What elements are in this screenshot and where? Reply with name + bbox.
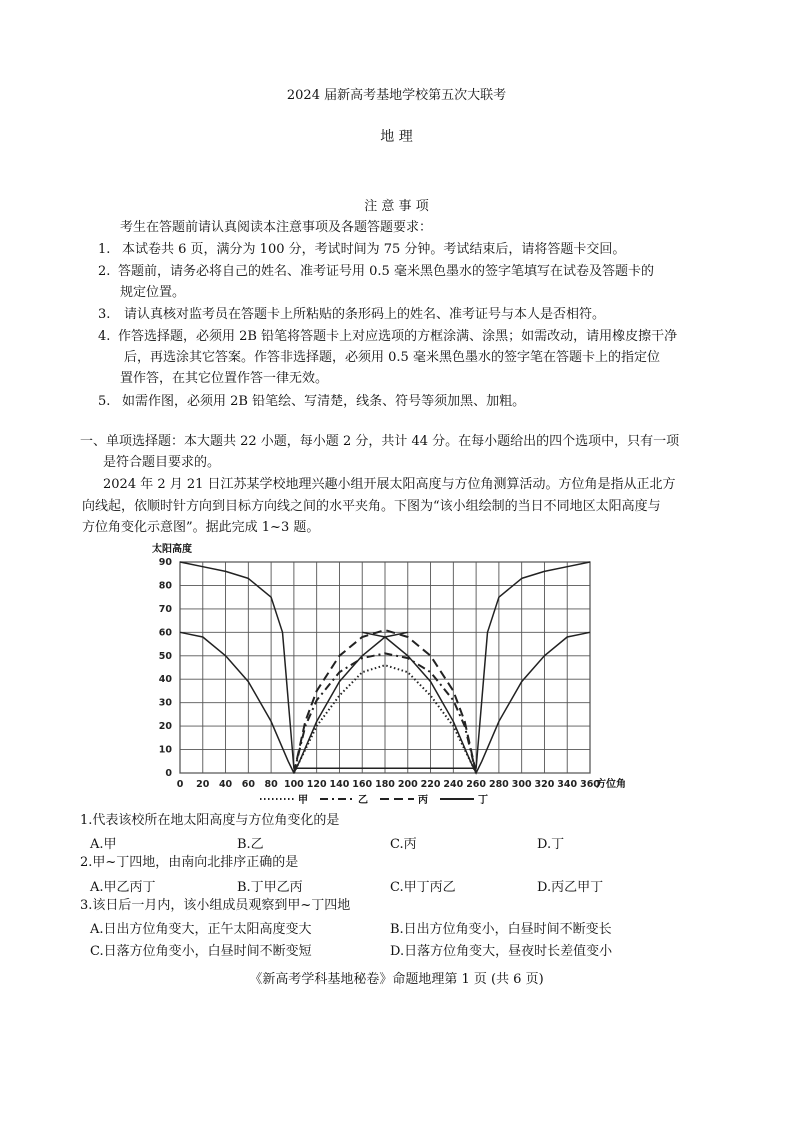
y-tick-label-10: 10 [158, 744, 172, 756]
y-tick-label-60: 60 [158, 627, 172, 639]
notice-item-2-line-2: 规定位置。 [120, 285, 186, 300]
legend-label-甲: 甲 [298, 795, 308, 806]
stem-line-3: 方位角变化示意图”。据此完成 1~3 题。 [82, 520, 320, 535]
x-tick-label-220: 220 [420, 779, 441, 790]
notice-item-4-line-3: 置作答，在其它位置作答一律无效。 [120, 371, 329, 386]
notice-item-2-num: 2. [98, 264, 111, 279]
y-tick-label-0: 0 [165, 768, 172, 779]
y-tick-label-20: 20 [158, 721, 172, 733]
x-tick-label-280: 280 [488, 779, 509, 790]
legend-label-乙: 乙 [358, 795, 368, 806]
x-tick-label-360: 360 [580, 779, 600, 790]
sun-altitude-azimuth-chart [140, 540, 640, 808]
notice-item-1-num: 1. [98, 242, 111, 257]
q1-option-d[interactable]: D.丁 [537, 837, 565, 852]
x-tick-label-240: 240 [443, 779, 464, 790]
q1-option-a[interactable]: A.甲 [90, 837, 117, 852]
x-tick-label-200: 200 [397, 779, 418, 790]
x-tick-label-40: 40 [218, 779, 233, 790]
question-1-stem: 1.代表该校所在地太阳高度与方位角变化的是 [80, 813, 340, 828]
notice-item-5-num: 5. [98, 394, 111, 409]
y-tick-label-40: 40 [158, 674, 172, 686]
x-tick-label-260: 260 [466, 779, 487, 790]
y-axis-label: 太阳高度 [152, 544, 192, 555]
q1-option-c[interactable]: C.丙 [390, 837, 417, 852]
section1-heading-line-1: 一、单项选择题：本大题共 22 小题，每小题 2 分，共计 44 分。在每小题给出的四个选项中，只有一项 [80, 434, 680, 449]
notice-item-1-line-1: 本试卷共 6 页，满分为 100 分，考试时间为 75 分钟。考试结束后，请将答题卡交回。 [122, 242, 626, 257]
notice-item-4-num: 4. [98, 329, 111, 344]
q3-option-c[interactable]: C.日落方位角变小，白昼时间不断变短 [90, 944, 312, 959]
y-tick-label-90: 90 [158, 557, 172, 568]
x-tick-label-120: 120 [306, 779, 327, 790]
notice-item-5-line-1: 如需作图，必须用 2B 铅笔绘、写清楚，线条、符号等须加黑、加粗。 [122, 394, 526, 409]
notice-title: 注 意 事 项 [364, 199, 429, 214]
notice-intro: 考生在答题前请认真阅读本注意事项及各题答题要求： [120, 220, 433, 235]
x-tick-label-0: 0 [176, 779, 184, 790]
stem-line-1: 2024 年 2 月 21 日江苏某学校地理兴趣小组开展太阳高度与方位角测算活动。方位角是指从正北方 [103, 477, 676, 492]
subject-title: 地 理 [380, 129, 413, 145]
x-tick-label-340: 340 [557, 779, 578, 790]
q3-option-b[interactable]: B.日出方位角变小，白昼时间不断变长 [390, 922, 612, 937]
y-tick-label-30: 30 [158, 697, 172, 709]
y-tick-label-70: 70 [158, 603, 172, 615]
x-tick-label-20: 20 [196, 779, 210, 790]
q2-option-d[interactable]: D.丙乙甲丁 [537, 880, 604, 895]
x-tick-label-100: 100 [283, 779, 304, 790]
question-2-stem: 2.甲~丁四地，由南向北排序正确的是 [80, 855, 299, 870]
notice-item-3-num: 3. [98, 307, 111, 322]
notice-item-4-line-2: 后，再选涂其它答案。作答非选择题，必须用 0.5 毫米黑色墨水的签字笔在答题卡上的指定位 [124, 350, 660, 365]
q2-option-a[interactable]: A.甲乙丙丁 [90, 880, 156, 895]
x-tick-label-140: 140 [329, 779, 350, 790]
q3-option-d[interactable]: D.日落方位角变大，昼夜时长差值变小 [390, 944, 613, 959]
x-tick-label-160: 160 [352, 779, 373, 790]
exam-title: 2024 届新高考基地学校第五次大联考 [286, 88, 507, 103]
x-tick-label-300: 300 [511, 779, 532, 790]
notice-item-4-line-1: 作答选择题，必须用 2B 铅笔将答题卡上对应选项的方框涂满、涂黑；如需改动，请用橡皮擦干净 [118, 329, 678, 344]
y-tick-label-80: 80 [158, 580, 172, 592]
q2-option-c[interactable]: C.甲丁丙乙 [390, 880, 456, 895]
x-tick-label-320: 320 [534, 779, 555, 790]
x-axis-label: 方位角 [596, 779, 626, 790]
legend-label-丙: 丙 [418, 795, 428, 806]
stem-line-2: 向线起，依顺时针方向到目标方向线之间的水平夹角。下图为“该小组绘制的当日不同地区太阳高度与 [82, 499, 661, 514]
y-tick-label-50: 50 [158, 650, 172, 662]
q1-option-b[interactable]: B.乙 [237, 837, 264, 852]
legend-label-丁: 丁 [478, 795, 488, 806]
notice-item-2-line-1: 答题前，请务必将自己的姓名、准考证号用 0.5 毫米黑色墨水的签字笔填写在试卷及答题卡的 [118, 264, 654, 279]
x-tick-label-180: 180 [375, 779, 395, 790]
x-tick-label-60: 60 [241, 779, 255, 790]
x-tick-label-80: 80 [264, 779, 278, 790]
q2-option-b[interactable]: B.丁甲乙丙 [237, 880, 303, 895]
section1-heading-line-2: 是符合题目要求的。 [103, 455, 221, 470]
q3-option-a[interactable]: A.日出方位角变大，正午太阳高度变大 [90, 922, 312, 937]
notice-item-3-line-1: 请认真核对监考员在答题卡上所粘贴的条形码上的姓名、准考证号与本人是否相符。 [124, 307, 606, 322]
question-3-stem: 3.该日后一月内，该小组成员观察到甲~丁四地 [80, 898, 351, 913]
page-footer: 《新高考学科基地秘卷》命题地理第 1 页 (共 6 页) [249, 972, 544, 987]
